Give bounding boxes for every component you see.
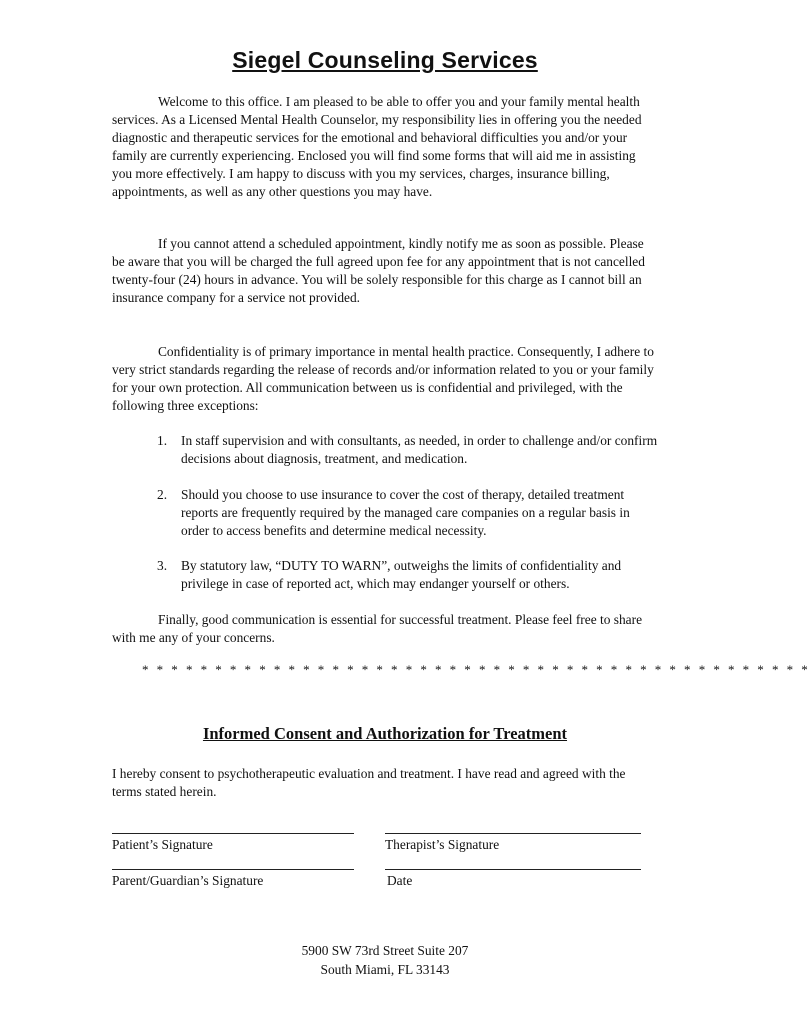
guardian-signature-line[interactable] [112,869,354,870]
section-separator: * * * * * * * * * * * * * * * * * * * * * * * * * * * * * * * * * * * * * * * * * * * * * * [142,662,810,677]
list-item-number: 3. [157,558,168,573]
list-item-number: 2. [157,487,168,502]
patient-signature-line[interactable] [112,833,354,834]
consent-statement: I hereby consent to psychotherapeutic evaluation and treatment. I have read and agreed with the terms stated herein. [112,766,626,799]
welcome-paragraph [112,93,657,201]
patient-signature-label: Patient’s Signature [112,837,213,852]
page-title: Siegel Counseling Services [232,47,538,73]
footer-address [0,941,770,979]
list-item-text: In staff supervision and with consultants, as needed, in order to challenge and/or confirm decisions about diagnosis, treatment, and medication. [181,433,658,466]
therapist-signature-line[interactable] [385,833,641,834]
closing-paragraph [112,611,657,647]
guardian-signature-label: Parent/Guardian’s Signature [112,873,264,888]
cancellation-text: If you cannot attend a scheduled appointment, kindly notify me as soon as possible. Please be aware that you will be charged the full agreed upon fee for any appointment that is not cancelled twenty-four (24) hours in advance. You will be solely responsible for this charge as I cannot bill an insurance company for a service not provided. [112,236,645,305]
list-item [157,486,659,540]
address-line-2: South Miami, FL 33143 [320,962,450,977]
address-line-1: 5900 SW 73rd Street Suite 207 [301,943,469,958]
date-label: Date [387,873,413,888]
confidentiality-paragraph [112,343,657,415]
consent-title: Informed Consent and Authorization for Treatment [202,724,568,743]
therapist-signature-label: Therapist’s Signature [385,837,500,852]
list-item-number: 1. [157,433,168,448]
confidentiality-text: Confidentiality is of primary importance in mental health practice. Consequently, I adhere to very strict standards regarding the release of records and/or information related to you or your family for your own protection. All communication between us is confidential and privileged, with the following three exceptions: [112,344,654,413]
list-item-text: Should you choose to use insurance to cover the cost of therapy, detailed treatment reports are frequently required by the managed care companies on a regular basis in order to access benefits and determine medical necessity. [181,487,630,538]
welcome-text: Welcome to this office. I am pleased to be able to offer you and your family mental health services. As a Licensed Mental Health Counselor, my responsibility lies in offering you the needed diagnostic and therapeutic services for the emotional and behavioral difficulties you and/or your family are currently experiencing. Enclosed you will find some forms that will aid me in assisting you more effectively. I am happy to discuss with you my services, charges, insurance billing, appointments, as well as any other questions you may have. [112,94,642,199]
cancellation-paragraph [112,235,657,307]
list-item [157,557,659,593]
list-item [157,432,659,468]
closing-text: Finally, good communication is essential for successful treatment. Please feel free to share with me any of your concerns. [112,612,643,645]
list-item-text: By statutory law, “DUTY TO WARN”, outweighs the limits of confidentiality and privilege in case of reported act, which may endanger yourself or others. [181,558,622,591]
date-line[interactable] [385,869,641,870]
